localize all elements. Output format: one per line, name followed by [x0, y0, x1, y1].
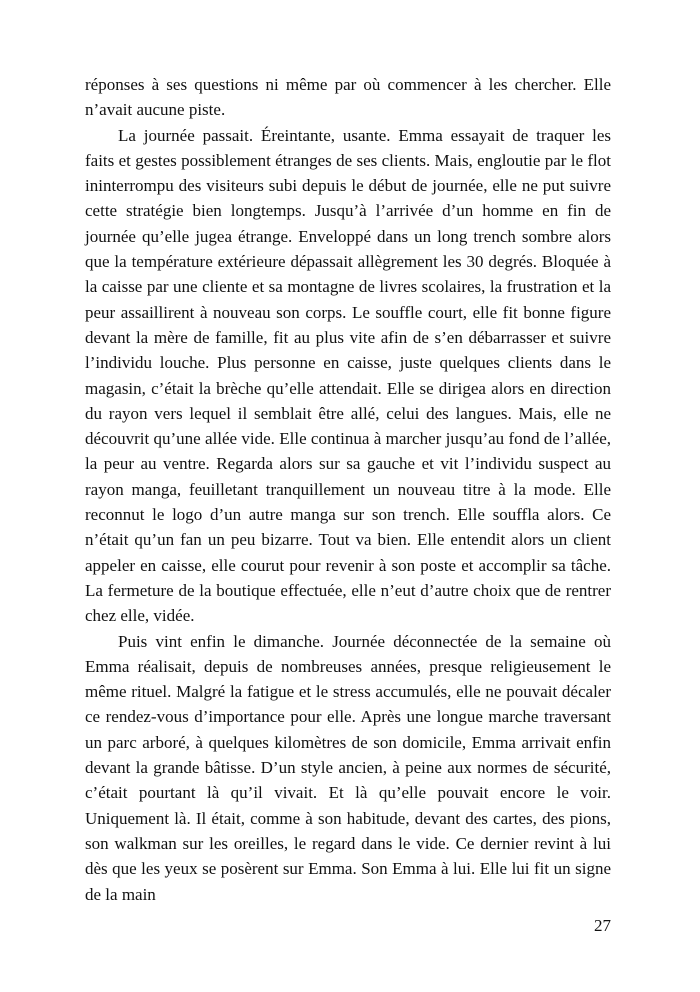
page-body — [85, 72, 611, 907]
paragraph-bookstore: La journée passait. Éreintante, usante. Emma essayait de traquer les faits et gestes possiblement étranges de ses clients. Mais, engloutie par le flot ininterrompu des visiteurs subi depuis le début de journée, elle ne put suivre cette stratégie bien longtemps. Jusqu’à l’arrivée d’un homme en fin de journée qu’elle jugea étrange. Enveloppé dans un long trench sombre alors que la température extérieure dépassait allègrement les 30 degrés. Bloquée à la caisse par une cliente et sa montagne de livres scolaires, la frustration et la peur assaillirent à nouveau son corps. Le souffle court, elle fit bonne figure devant la mère de famille, fit au plus vite afin de s’en débarrasser et suivre l’individu louche. Plus personne en caisse, juste quelques clients dans le magasin, c’était la brèche qu’elle attendait. Elle se dirigea alors en direction du rayon vers lequel il semblait être allé, celui des langues. Mais, elle ne découvrit qu’une allée vide. Elle continua à marcher jusqu’au fond de l’allée, la peur au ventre. Regarda alors sur sa gauche et vit l’individu suspect au rayon manga, feuilletant tranquillement un nouveau titre à la mode. Elle reconnut le logo d’un autre manga sur son trench. Elle souffla alors. Ce n’était qu’un fan un peu bizarre. Tout va bien. Elle entendit alors un client appeler en caisse, elle courut pour revenir à son poste et accomplir sa tâche. La fermeture de la boutique effectuée, elle n’eut d’autre choix que de rentrer chez elle, vidée. — [85, 125, 611, 626]
page-number: 27 — [594, 916, 611, 935]
paragraph-sunday: Puis vint enfin le dimanche. Journée déconnectée de la semaine où Emma réalisait, depuis de nombreuses années, presque religieusement le même rituel. Malgré la fatigue et le stress accumulés, elle ne pouvait décaler ce rendez-vous d’importance pour elle. Après une longue marche traversant un parc arboré, à quelques kilomètres de son domicile, Emma arrivait enfin devant la grande bâtisse. D’un style ancien, à peine aux normes de sécurité, c’était pourtant là qu’il vivait. Et là qu’elle pouvait encore le voir. Uniquement là. Il était, comme à son habitude, devant des cartes, des pions, son walkman sur les oreilles, le regard dans le vide. Ce dernier revint à lui dès que les yeux se posèrent sur Emma. Son Emma à lui. Elle lui fit un signe de la main — [85, 631, 611, 904]
paragraph-continued: réponses à ses questions ni même par où commencer à les chercher. Elle n’avait aucune piste. — [85, 75, 611, 120]
